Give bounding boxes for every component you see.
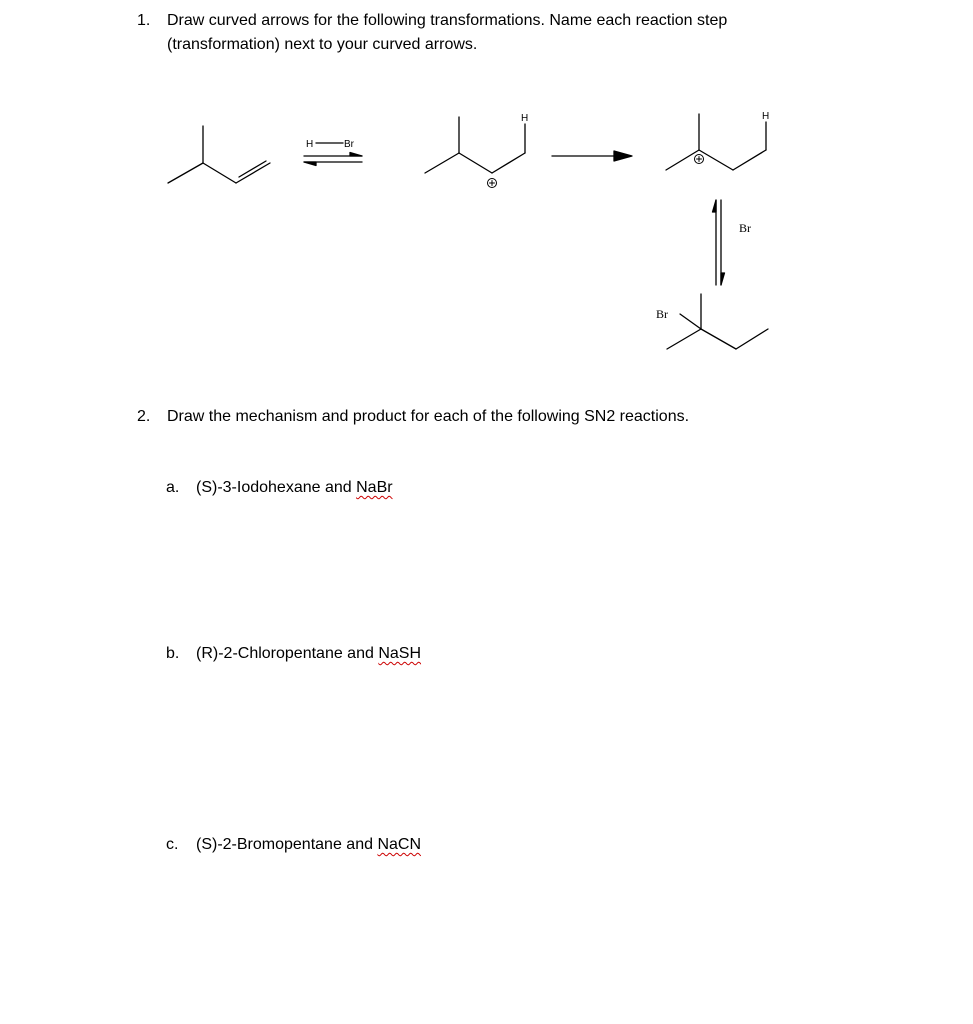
bromide-ion-label: Br xyxy=(739,221,751,235)
cation-2-h-label: H xyxy=(762,111,770,122)
part-a xyxy=(166,477,393,499)
forward-arrow xyxy=(552,151,632,161)
part-c-reagent: NaCN xyxy=(377,836,421,853)
part-c xyxy=(166,834,421,856)
part-c-text: (S)-2-Bromopentane and xyxy=(196,836,378,853)
question-2-number: 2. xyxy=(137,408,151,425)
vertical-equilibrium-arrow xyxy=(713,200,725,285)
part-a-reagent: NaBr xyxy=(356,479,393,496)
product-structure xyxy=(667,294,768,349)
part-b-reagent: NaSH xyxy=(378,645,422,662)
part-b-text: (R)-2-Chloropentane and xyxy=(196,645,379,662)
part-b-letter: b. xyxy=(166,645,180,662)
reaction-scheme xyxy=(0,0,973,400)
equilibrium-arrow xyxy=(304,153,362,166)
part-a-text: (S)-3-Iodohexane and xyxy=(196,479,357,496)
reagent-h-label: H xyxy=(306,139,314,150)
question-1-number: 1. xyxy=(137,12,151,29)
part-b xyxy=(166,643,421,665)
reagent-br-label: Br xyxy=(344,139,354,150)
cation-1-h-label: H xyxy=(521,113,529,124)
part-a-letter: a. xyxy=(166,479,180,496)
alkene-structure xyxy=(168,126,270,183)
question-2-text: Draw the mechanism and product for each of the following SN2 reactions. xyxy=(167,408,690,425)
part-c-letter: c. xyxy=(166,836,179,853)
carbocation-1-structure xyxy=(425,117,525,188)
carbocation-2-structure xyxy=(666,114,766,170)
question-1-text: Draw curved arrows for the following transformations. Name each reaction step (transformation) next to your curved arrows. xyxy=(167,12,728,53)
product-br-label: Br xyxy=(656,307,668,321)
